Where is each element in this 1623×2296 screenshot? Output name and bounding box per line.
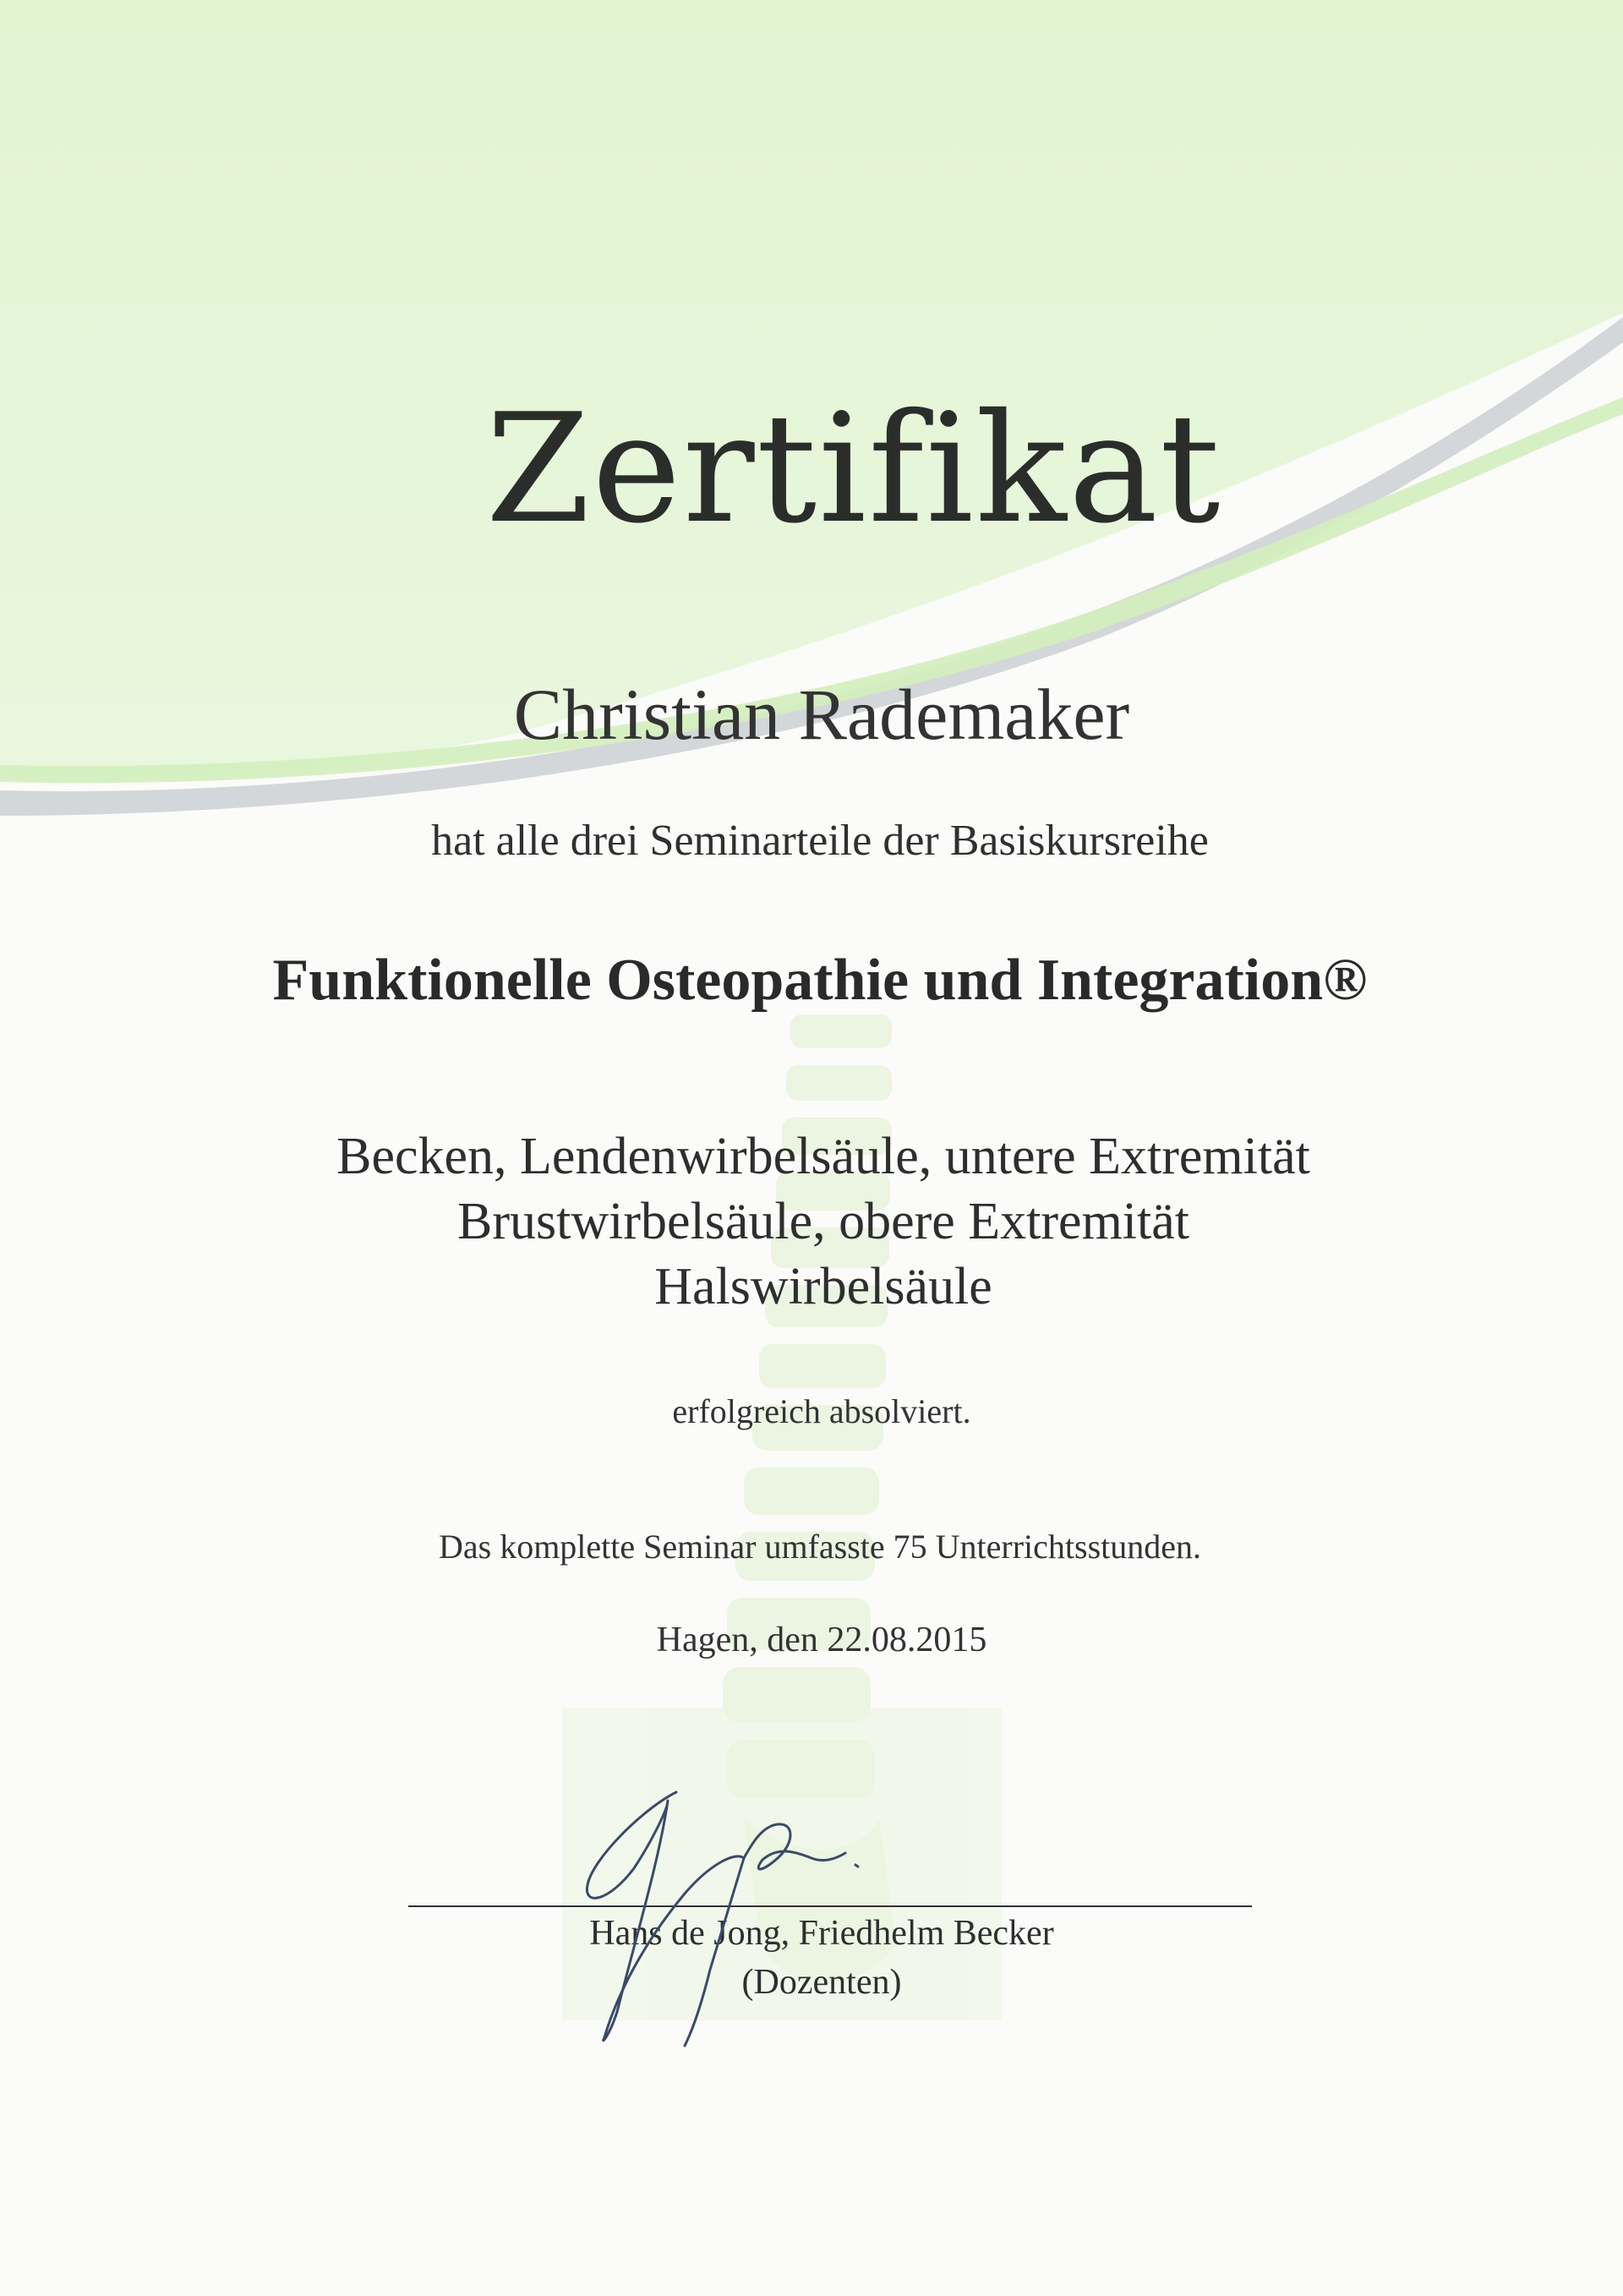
place-and-date: Hagen, den 22.08.2015 — [656, 1621, 987, 1659]
recipient-name: Christian Rademaker — [513, 674, 1130, 755]
module-list — [12, 1124, 1623, 1320]
handwritten-signature — [541, 1758, 896, 2063]
intro-text: hat alle drei Seminarteile der Basiskursreihe — [431, 817, 1209, 865]
course-name: Funktionelle Osteopathie und Integration® — [272, 948, 1368, 1013]
hours-statement: Das komplette Seminar umfasste 75 Unterrichtsstunden. — [438, 1528, 1202, 1566]
signatories: Hans de Jong, Friedhelm Becker — [589, 1914, 1054, 1953]
completion-text: erfolgreich absolviert. — [672, 1392, 971, 1430]
module-item: Brustwirbelsäule, obere Extremität — [456, 1193, 1189, 1250]
module-item: Halswirbelsäule — [654, 1258, 992, 1315]
certificate-title: Zertifikat — [485, 381, 1222, 556]
module-item: Becken, Lendenwirbelsäule, untere Extremität — [336, 1128, 1310, 1185]
signatories-role: (Dozenten) — [741, 1963, 902, 2002]
